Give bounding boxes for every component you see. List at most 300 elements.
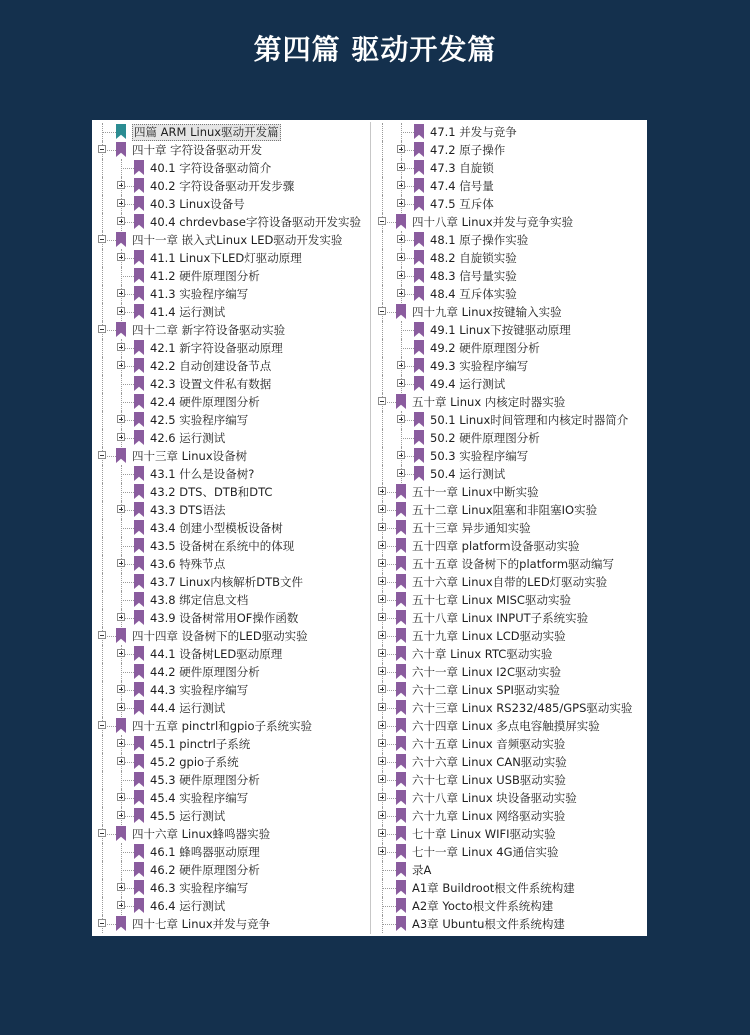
bookmark-item[interactable] (374, 843, 646, 861)
tree-line (382, 411, 383, 429)
bookmark-label: 43.7 Linux内核解析DTB文件 (150, 575, 304, 589)
bookmark-item[interactable] (92, 861, 370, 879)
bookmark-item[interactable] (374, 483, 646, 501)
collapse-icon[interactable] (378, 217, 386, 225)
collapse-icon[interactable] (98, 919, 106, 927)
bookmark-item[interactable] (374, 681, 646, 699)
bookmark-item[interactable] (92, 213, 370, 231)
expand-icon[interactable] (117, 739, 125, 747)
bookmark-item[interactable] (92, 249, 370, 267)
bookmark-label: 42.4 硬件原理图分析 (150, 395, 260, 409)
bookmark-label: 49.2 硬件原理图分析 (430, 341, 540, 355)
bookmark-item[interactable] (374, 627, 646, 645)
expand-icon[interactable] (378, 685, 386, 693)
expand-icon[interactable] (117, 415, 125, 423)
tree-line (382, 321, 383, 339)
expand-icon[interactable] (378, 721, 386, 729)
bookmark-icon (134, 772, 144, 787)
bookmark-icon (134, 376, 144, 391)
bookmark-item[interactable] (374, 411, 646, 429)
expand-icon[interactable] (378, 487, 386, 495)
tree-line (121, 384, 134, 385)
bookmark-item[interactable] (374, 537, 646, 555)
bookmark-icon (134, 538, 144, 553)
bookmark-item[interactable] (92, 303, 370, 321)
bookmark-item[interactable] (92, 519, 370, 537)
tree-line (401, 438, 414, 439)
expand-icon[interactable] (117, 505, 125, 513)
bookmark-label: 43.3 DTS语法 (150, 503, 226, 517)
expand-icon[interactable] (378, 559, 386, 567)
collapse-icon[interactable] (98, 145, 106, 153)
bookmark-icon (116, 124, 126, 139)
bookmark-label: 四十六章 Linux蜂鸣器实验 (132, 827, 271, 841)
bookmark-label: A3章 Ubuntu根文件系统构建 (412, 917, 565, 931)
bookmark-icon (396, 754, 406, 769)
expand-icon[interactable] (378, 613, 386, 621)
bookmark-icon (396, 844, 406, 859)
bookmark-label: 47.1 并发与竞争 (430, 125, 517, 139)
bookmark-label: 45.5 运行测试 (150, 809, 226, 823)
bookmark-label: 六十章 Linux RTC驱动实验 (412, 647, 553, 661)
tree-line (102, 429, 103, 447)
bookmark-label: 四十一章 嵌入式Linux LED驱动开发实验 (132, 233, 343, 247)
bookmark-icon (134, 358, 144, 373)
expand-icon[interactable] (117, 703, 125, 711)
expand-icon[interactable] (117, 253, 125, 261)
bookmark-item[interactable] (374, 447, 646, 465)
bookmark-item[interactable] (92, 411, 370, 429)
bookmark-label: 47.4 信号量 (430, 179, 494, 193)
bookmark-label: 43.2 DTS、DTB和DTC (150, 485, 273, 499)
tree-line (382, 123, 383, 141)
expand-icon[interactable] (117, 343, 125, 351)
tree-line (102, 609, 103, 627)
bookmark-label: 42.6 运行测试 (150, 431, 226, 445)
bookmark-item[interactable] (92, 465, 370, 483)
collapse-icon[interactable] (378, 307, 386, 315)
expand-icon[interactable] (117, 199, 125, 207)
bookmark-label: 47.5 互斥体 (430, 197, 494, 211)
bookmark-item[interactable] (374, 753, 646, 771)
bookmark-item[interactable] (374, 339, 646, 357)
bookmark-icon (414, 196, 424, 211)
bookmark-item[interactable] (92, 393, 370, 411)
bookmark-item[interactable] (92, 897, 370, 915)
bookmark-item[interactable] (374, 897, 646, 915)
bookmark-item[interactable] (374, 285, 646, 303)
expand-icon[interactable] (397, 181, 405, 189)
bookmark-item[interactable] (92, 681, 370, 699)
bookmark-label: 七十一章 Linux 4G通信实验 (412, 845, 559, 859)
bookmark-item[interactable] (92, 231, 370, 249)
expand-icon[interactable] (378, 577, 386, 585)
tree-line (102, 159, 103, 177)
bookmark-item[interactable] (374, 645, 646, 663)
bookmark-item[interactable] (374, 303, 646, 321)
tree-line (121, 276, 134, 277)
bookmark-label: 五十二章 Linux阻塞和非阻塞IO实验 (412, 503, 598, 517)
bookmark-item[interactable] (92, 447, 370, 465)
bookmark-item[interactable] (92, 537, 370, 555)
bookmark-label: 四十七章 Linux并发与竞争 (132, 917, 271, 931)
bookmark-item[interactable] (374, 879, 646, 897)
bookmark-item[interactable] (92, 429, 370, 447)
expand-icon[interactable] (378, 649, 386, 657)
bookmark-label: 49.1 Linux下按键驱动原理 (430, 323, 571, 337)
bookmark-item[interactable] (92, 627, 370, 645)
collapse-icon[interactable] (98, 829, 106, 837)
bookmark-icon (116, 448, 126, 463)
bookmark-item[interactable] (374, 249, 646, 267)
expand-icon[interactable] (378, 595, 386, 603)
bookmark-item[interactable] (92, 159, 370, 177)
bookmark-icon (396, 556, 406, 571)
expand-icon[interactable] (117, 901, 125, 909)
bookmark-label: 五十六章 Linux自带的LED灯驱动实验 (412, 575, 608, 589)
expand-icon[interactable] (117, 811, 125, 819)
bookmark-item[interactable] (374, 321, 646, 339)
bookmark-item[interactable] (374, 213, 646, 231)
bookmark-item[interactable] (374, 141, 646, 159)
bookmark-label: 六十七章 Linux USB驱动实验 (412, 773, 566, 787)
bookmark-item[interactable] (92, 807, 370, 825)
bookmark-icon (134, 682, 144, 697)
bookmark-icon (396, 214, 406, 229)
collapse-icon[interactable] (98, 451, 106, 459)
bookmark-item[interactable] (92, 699, 370, 717)
expand-icon[interactable] (117, 217, 125, 225)
expand-icon[interactable] (117, 433, 125, 441)
bookmark-item[interactable] (374, 465, 646, 483)
bookmark-item[interactable] (92, 825, 370, 843)
bookmark-item[interactable] (374, 357, 646, 375)
expand-icon[interactable] (397, 361, 405, 369)
bookmark-item[interactable] (92, 879, 370, 897)
bookmark-icon (134, 880, 144, 895)
tree-line (102, 861, 103, 879)
bookmark-label: 七十章 Linux WIFI驱动实验 (412, 827, 556, 841)
bookmark-item[interactable] (374, 123, 646, 141)
tree-line (382, 375, 383, 393)
bookmark-item[interactable] (92, 339, 370, 357)
bookmark-label: 四十八章 Linux并发与竞争实验 (412, 215, 574, 229)
bookmark-item[interactable] (374, 663, 646, 681)
expand-icon[interactable] (397, 415, 405, 423)
tree-line (102, 519, 103, 537)
bookmark-item[interactable] (374, 267, 646, 285)
bookmark-label: 录A (412, 863, 432, 877)
tree-line (121, 852, 134, 853)
bookmark-item[interactable] (374, 177, 646, 195)
bookmark-item[interactable] (92, 645, 370, 663)
bookmark-icon (134, 250, 144, 265)
collapse-icon[interactable] (98, 631, 106, 639)
expand-icon[interactable] (378, 811, 386, 819)
bookmark-icon (396, 718, 406, 733)
tree-line (102, 879, 103, 897)
bookmark-label: 50.4 运行测试 (430, 467, 506, 481)
tree-line (382, 888, 396, 889)
bookmark-icon (396, 664, 406, 679)
expand-icon[interactable] (117, 793, 125, 801)
expand-icon[interactable] (378, 793, 386, 801)
bookmark-item[interactable] (374, 915, 646, 933)
expand-icon[interactable] (378, 505, 386, 513)
expand-icon[interactable] (378, 541, 386, 549)
tree-line (121, 474, 134, 475)
bookmark-item[interactable] (92, 483, 370, 501)
bookmark-icon (134, 430, 144, 445)
bookmark-label: 44.2 硬件原理图分析 (150, 665, 260, 679)
bookmark-item[interactable] (92, 285, 370, 303)
bookmark-label: 43.6 特殊节点 (150, 557, 226, 571)
expand-icon[interactable] (117, 883, 125, 891)
bookmark-icon (414, 430, 424, 445)
bookmark-label: 六十四章 Linux 多点电容触摸屏实验 (412, 719, 600, 733)
bookmark-label: 45.4 实验程序编写 (150, 791, 249, 805)
bookmark-item[interactable] (92, 141, 370, 159)
bookmark-item[interactable] (92, 609, 370, 627)
bookmark-item[interactable] (374, 519, 646, 537)
bookmark-label: 六十二章 Linux SPI驱动实验 (412, 683, 560, 697)
bookmark-item[interactable] (92, 555, 370, 573)
expand-icon[interactable] (378, 631, 386, 639)
expand-icon[interactable] (378, 667, 386, 675)
expand-icon[interactable] (117, 289, 125, 297)
bookmark-item[interactable] (92, 915, 370, 933)
bookmark-label: 46.1 蜂鸣器驱动原理 (150, 845, 260, 859)
bookmark-label: 41.3 实验程序编写 (150, 287, 249, 301)
bookmark-item[interactable] (92, 267, 370, 285)
bookmark-item[interactable] (374, 861, 646, 879)
tree-line (382, 429, 383, 447)
tree-line (102, 411, 103, 429)
bookmark-label: 四篇 ARM Linux驱动开发篇 (134, 125, 279, 139)
bookmark-label: 45.1 pinctrl子系统 (150, 737, 251, 751)
expand-icon[interactable] (378, 739, 386, 747)
bookmark-item[interactable] (374, 717, 646, 735)
bookmark-icon (134, 898, 144, 913)
expand-icon[interactable] (117, 181, 125, 189)
tree-line (382, 141, 383, 159)
bookmark-icon (134, 214, 144, 229)
collapse-icon[interactable] (98, 235, 106, 243)
bookmark-icon (396, 502, 406, 517)
bookmark-item[interactable] (374, 807, 646, 825)
bookmark-item[interactable] (92, 735, 370, 753)
bookmark-item[interactable] (92, 357, 370, 375)
bookmark-icon (134, 736, 144, 751)
bookmark-icon (396, 574, 406, 589)
bookmark-label: 五十章 Linux 内核定时器实验 (412, 395, 566, 409)
tree-line (382, 267, 383, 285)
bookmark-icon (134, 520, 144, 535)
expand-icon[interactable] (117, 307, 125, 315)
bookmark-label: 49.3 实验程序编写 (430, 359, 529, 373)
bookmark-item[interactable] (374, 393, 646, 411)
bookmark-icon (414, 250, 424, 265)
bookmark-icon (396, 736, 406, 751)
bookmark-item[interactable] (374, 195, 646, 213)
tree-line (102, 303, 103, 321)
bookmark-item[interactable] (92, 321, 370, 339)
bookmark-label: 42.1 新字符设备驱动原理 (150, 341, 283, 355)
bookmark-item[interactable] (92, 771, 370, 789)
bookmark-item[interactable] (374, 429, 646, 447)
tree-line (382, 195, 383, 213)
bookmark-item[interactable] (92, 591, 370, 609)
expand-icon[interactable] (117, 649, 125, 657)
bookmark-item[interactable] (92, 789, 370, 807)
bookmark-item[interactable] (374, 771, 646, 789)
bookmark-icon (414, 322, 424, 337)
bookmark-item[interactable] (374, 789, 646, 807)
collapse-icon[interactable] (378, 397, 386, 405)
bookmark-label: 41.1 Linux下LED灯驱动原理 (150, 251, 302, 265)
bookmark-label: 六十三章 Linux RS232/485/GPS驱动实验 (412, 701, 633, 715)
tree-line (102, 897, 103, 915)
expand-icon[interactable] (397, 199, 405, 207)
expand-icon[interactable] (397, 235, 405, 243)
bookmark-icon (134, 160, 144, 175)
tree-line (382, 906, 396, 907)
bookmark-item[interactable] (374, 735, 646, 753)
bookmark-label: 48.4 互斥体实验 (430, 287, 517, 301)
bookmark-item[interactable] (92, 663, 370, 681)
expand-icon[interactable] (117, 559, 125, 567)
expand-icon[interactable] (397, 145, 405, 153)
bookmark-item[interactable] (374, 825, 646, 843)
tree-line (102, 339, 103, 357)
bookmark-item[interactable] (374, 375, 646, 393)
expand-icon[interactable] (117, 685, 125, 693)
bookmark-icon (396, 646, 406, 661)
tree-line (382, 231, 383, 249)
bookmark-icon (414, 412, 424, 427)
tree-line (102, 483, 103, 501)
bookmark-icon (396, 520, 406, 535)
bookmark-icon (134, 844, 144, 859)
tree-line (121, 492, 134, 493)
bookmark-icon (116, 826, 126, 841)
bookmark-label: 43.8 绑定信息文档 (150, 593, 249, 607)
tree-line (102, 735, 103, 753)
bookmark-item[interactable] (374, 231, 646, 249)
tree-line (121, 780, 134, 781)
expand-icon[interactable] (378, 703, 386, 711)
bookmark-icon (414, 340, 424, 355)
bookmark-item[interactable] (92, 501, 370, 519)
expand-icon[interactable] (397, 469, 405, 477)
expand-icon[interactable] (117, 361, 125, 369)
expand-icon[interactable] (397, 253, 405, 261)
expand-icon[interactable] (397, 271, 405, 279)
expand-icon[interactable] (397, 289, 405, 297)
bookmark-icon (134, 790, 144, 805)
bookmark-icon (396, 862, 406, 877)
bookmark-icon (116, 916, 126, 931)
expand-icon[interactable] (117, 613, 125, 621)
expand-icon[interactable] (397, 163, 405, 171)
bookmark-item[interactable] (374, 699, 646, 717)
tree-line (102, 465, 103, 483)
bookmark-icon (134, 484, 144, 499)
bookmark-item[interactable] (374, 591, 646, 609)
collapse-icon[interactable] (98, 325, 106, 333)
tree-line (401, 348, 414, 349)
bookmark-icon (396, 898, 406, 913)
expand-icon[interactable] (378, 757, 386, 765)
bookmark-icon (396, 772, 406, 787)
bookmark-item[interactable] (92, 753, 370, 771)
bookmark-icon (396, 916, 406, 931)
bookmark-label: 四十五章 pinctrl和gpio子系统实验 (132, 719, 313, 733)
bookmark-item[interactable] (92, 375, 370, 393)
bookmark-icon (396, 808, 406, 823)
bookmark-item[interactable] (374, 501, 646, 519)
bookmark-icon (414, 124, 424, 139)
bookmark-icon (396, 304, 406, 319)
expand-icon[interactable] (397, 379, 405, 387)
expand-icon[interactable] (378, 847, 386, 855)
bookmark-icon (134, 304, 144, 319)
tree-line (382, 357, 383, 375)
bookmark-icon (134, 610, 144, 625)
bookmark-label: 46.4 运行测试 (150, 899, 226, 913)
bookmark-item[interactable] (92, 573, 370, 591)
expand-icon[interactable] (378, 523, 386, 531)
bookmark-icon (134, 808, 144, 823)
bookmark-item[interactable] (92, 195, 370, 213)
bookmark-item[interactable] (374, 573, 646, 591)
bookmark-item[interactable] (92, 843, 370, 861)
bookmark-label: 五十四章 platform设备驱动实验 (412, 539, 580, 553)
bookmark-icon (414, 358, 424, 373)
bookmark-label: 六十六章 Linux CAN驱动实验 (412, 755, 567, 769)
bookmark-item[interactable] (374, 555, 646, 573)
collapse-icon[interactable] (98, 721, 106, 729)
tree-line (102, 681, 103, 699)
bookmark-icon (116, 628, 126, 643)
bookmark-icon (134, 178, 144, 193)
expand-icon[interactable] (117, 757, 125, 765)
tree-line (121, 600, 134, 601)
bookmark-item[interactable] (92, 177, 370, 195)
bookmark-label: 46.2 硬件原理图分析 (150, 863, 260, 877)
bookmark-item[interactable] (92, 717, 370, 735)
bookmark-item[interactable] (374, 159, 646, 177)
bookmark-label: A2章 Yocto根文件系统构建 (412, 899, 554, 913)
expand-icon[interactable] (397, 451, 405, 459)
bookmark-label: 五十九章 Linux LCD驱动实验 (412, 629, 566, 643)
bookmark-icon (396, 484, 406, 499)
bookmark-label: 四十九章 Linux按键输入实验 (412, 305, 562, 319)
bookmark-icon (396, 592, 406, 607)
bookmark-icon (134, 862, 144, 877)
bookmark-item[interactable] (92, 123, 370, 141)
expand-icon[interactable] (378, 775, 386, 783)
tree-line (121, 402, 134, 403)
tree-line (102, 771, 103, 789)
bookmark-label: 43.9 设备树常用OF操作函数 (150, 611, 299, 625)
bookmark-icon (134, 340, 144, 355)
expand-icon[interactable] (378, 829, 386, 837)
bookmark-item[interactable] (374, 609, 646, 627)
bookmark-icon (134, 286, 144, 301)
bookmark-icon (414, 142, 424, 157)
bookmark-label: 50.1 Linux时间管理和内核定时器简介 (430, 413, 629, 427)
